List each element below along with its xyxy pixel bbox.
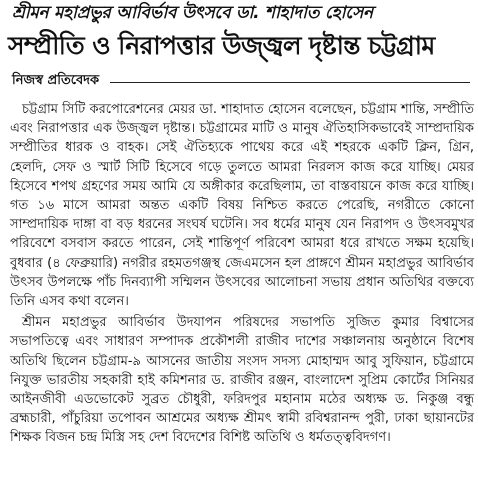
byline-divider [110, 82, 470, 83]
article-paragraph: শ্রীমন মহাপ্রভুর আবির্ভাব উদযাপন পরিষদের সভাপতি সুজিত কুমার বিশ্বাসের সভাপতিত্বে এবং সাধারণ সম্পাদক প্রকৌশলী রাজীব দাশের সঞ্চালনায় অনুষ্ঠানে বিশেষ অতিথি ছিলেন চট্টগ্রাম-৯ আসনের জাতীয় সংসদ সদস্য মোহাম্মদ আবু সুফিয়ান, চট্টগ্রামে নিযুক্ত ভারতীয় সহকারী হাই কমিশনার ড. রাজীব রঞ্জন, বাংলাদেশ সুপ্রিম কোর্টের সিনিয়র আইনজীবী এডভোকেট সুব্রত চৌধুরী, ফরিদপুর মহানাম মঠের অধ্যক্ষ ড. নিকুঞ্জ বন্ধু ব্রহ্মচারী, পাঁচুরিয়া তপোবন আশ্রমের অধ্যক্ষ শ্রীমৎ স্বামী রবিশ্বরানন্দ পুরী, ঢাকা ছায়ানটের শিক্ষক বিজন চন্দ্র মিস্ত্রি সহ দেশ বিদেশের বিশিষ্ট অতিথি ও ধর্মতত্ত্ববিদগণ। [10, 315, 474, 446]
article-body [10, 100, 474, 448]
article-paragraph: চট্টগ্রাম সিটি করপোরেশনের মেয়র ডা. শাহাদাত হোসেন বলেছেন, চট্টগ্রাম শান্তি, সম্প্রীতি এবং নিরাপত্তার এক উজ্জ্বল দৃষ্টান্ত। চট্টগ্রামের মাটি ও মানুষ ঐতিহাসিকভাবেই সাম্প্রদায়িক সম্প্রীতির ধারক ও বাহক। সেই ঐতিহ্যকে পাথেয় করে এই শহরকে একটি ক্লিন, গ্রিন, হেলদি, সেফ ও স্মার্ট সিটি হিসেবে গড়ে তুলতে আমরা নিরলস কাজ করে যাচ্ছি। মেয়র হিসেবে শপথ গ্রহণের সময় আমি যে অঙ্গীকার করেছিলাম, তা বাস্তবায়নে কাজ করে যাচ্ছি। গত ১৬ মাসে আমরা অন্তত একটি বিষয় নিশ্চিত করতে পেরেছি, নগরীতে কোনো সাম্প্রদায়িক দাঙ্গা বা বড় ধরনের সংঘর্ষ ঘটেনি। সব ধর্মের মানুষ যেন নিরাপদ ও উৎসবমুখর পরিবেশে বসবাস করতে পারেন, সেই শান্তিপূর্ণ পরিবেশ আমরা ধরে রাখতে সক্ষম হয়েছি। বুধবার (৪ ফেব্রুয়ারি) নগরীর রহমতগঞ্জস্থ জেএমসেন হল প্রাঙ্গণে শ্রীমন মহাপ্রভুর আবির্ভাব উৎসব উপলক্ষে পাঁচ দিনব্যাপী সম্মিলন উৎসবের আলোচনা সভায় প্রধান অতিথির বক্তব্যে তিনি এসব কথা বলেন। [10, 102, 474, 310]
article-kicker: শ্রীমন মহাপ্রভুর আবির্ভাব উৎসবে ডা. শাহাদাত হোসেন [12, 3, 373, 23]
article-headline: সম্প্রীতি ও নিরাপত্তার উজ্জ্বল দৃষ্টান্ত চট্টগ্রাম [8, 31, 435, 60]
article-byline: নিজস্ব প্রতিবেদক [12, 73, 100, 88]
